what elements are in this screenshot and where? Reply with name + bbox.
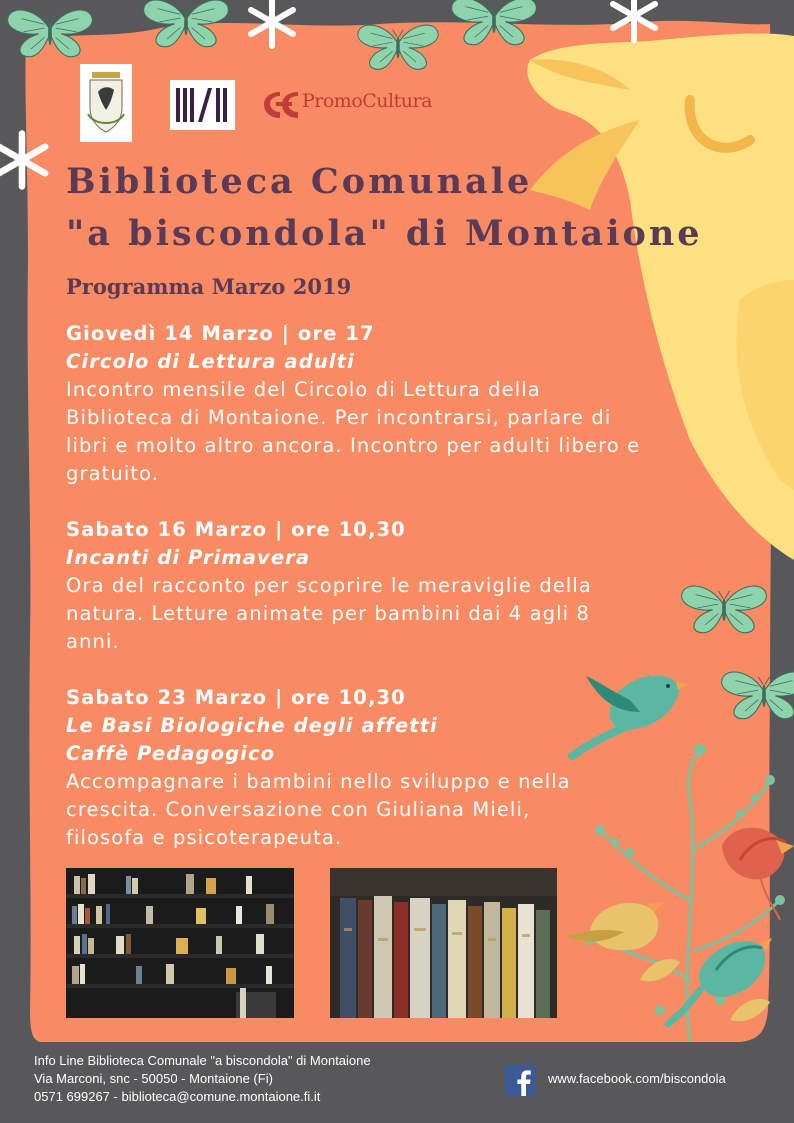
page-title [66, 156, 703, 260]
event-description: Incontro mensile del Circolo di Lettura della Biblioteca di Montaione. Per incontrarsi, parlare di libri e molto altro ancora. Incontro per adulti libero e gratuito. [66, 378, 641, 485]
event-date: Sabato 16 Marzo | ore 10,30 [66, 518, 406, 541]
footer-address: Via Marconi, snc - 50050 - Montaione (Fi) [34, 1071, 273, 1086]
library-logo [170, 80, 235, 130]
event-description: Ora del racconto per scoprire le meraviglie della natura. Letture animate per bambini dai 4 agli 8 anni. [66, 574, 592, 653]
title-line-1: Biblioteca Comunale [66, 161, 533, 202]
event-title: Circolo di Lettura adulti [66, 350, 355, 373]
program-subtitle: Programma Marzo 2019 [66, 274, 352, 299]
footer-info [34, 1052, 371, 1106]
promocultura-label: PromoCultura [302, 90, 432, 112]
facebook-icon[interactable] [505, 1065, 536, 1096]
title-line-2: "a biscondola" di Montaione [66, 213, 703, 254]
coat-of-arms-logo [80, 64, 132, 142]
event-date: Sabato 23 Marzo | ore 10,30 [66, 686, 406, 709]
events-list [66, 320, 666, 880]
event-title: Le Basi Biologiche degli affetti [66, 714, 438, 737]
event-item [66, 516, 666, 656]
books-case-photo [330, 868, 557, 1018]
event-subtitle: Caffè Pedagogico [66, 742, 276, 765]
bookshelf-photo [66, 868, 294, 1018]
facebook-link[interactable]: www.facebook.com/biscondola [548, 1071, 726, 1086]
footer-contact[interactable]: 0571 699267 - biblioteca@comune.montaione.fi.it [34, 1089, 321, 1104]
footer-line-1: Info Line Biblioteca Comunale "a biscondola" di Montaione [34, 1053, 371, 1068]
event-item [66, 320, 666, 488]
event-date: Giovedì 14 Marzo | ore 17 [66, 322, 375, 345]
event-item [66, 684, 666, 852]
event-title: Incanti di Primavera [66, 546, 311, 569]
event-description: Accompagnare i bambini nello sviluppo e nella crescita. Conversazione con Giuliana Mieli, filosofa e psicoterapeuta. [66, 770, 571, 849]
